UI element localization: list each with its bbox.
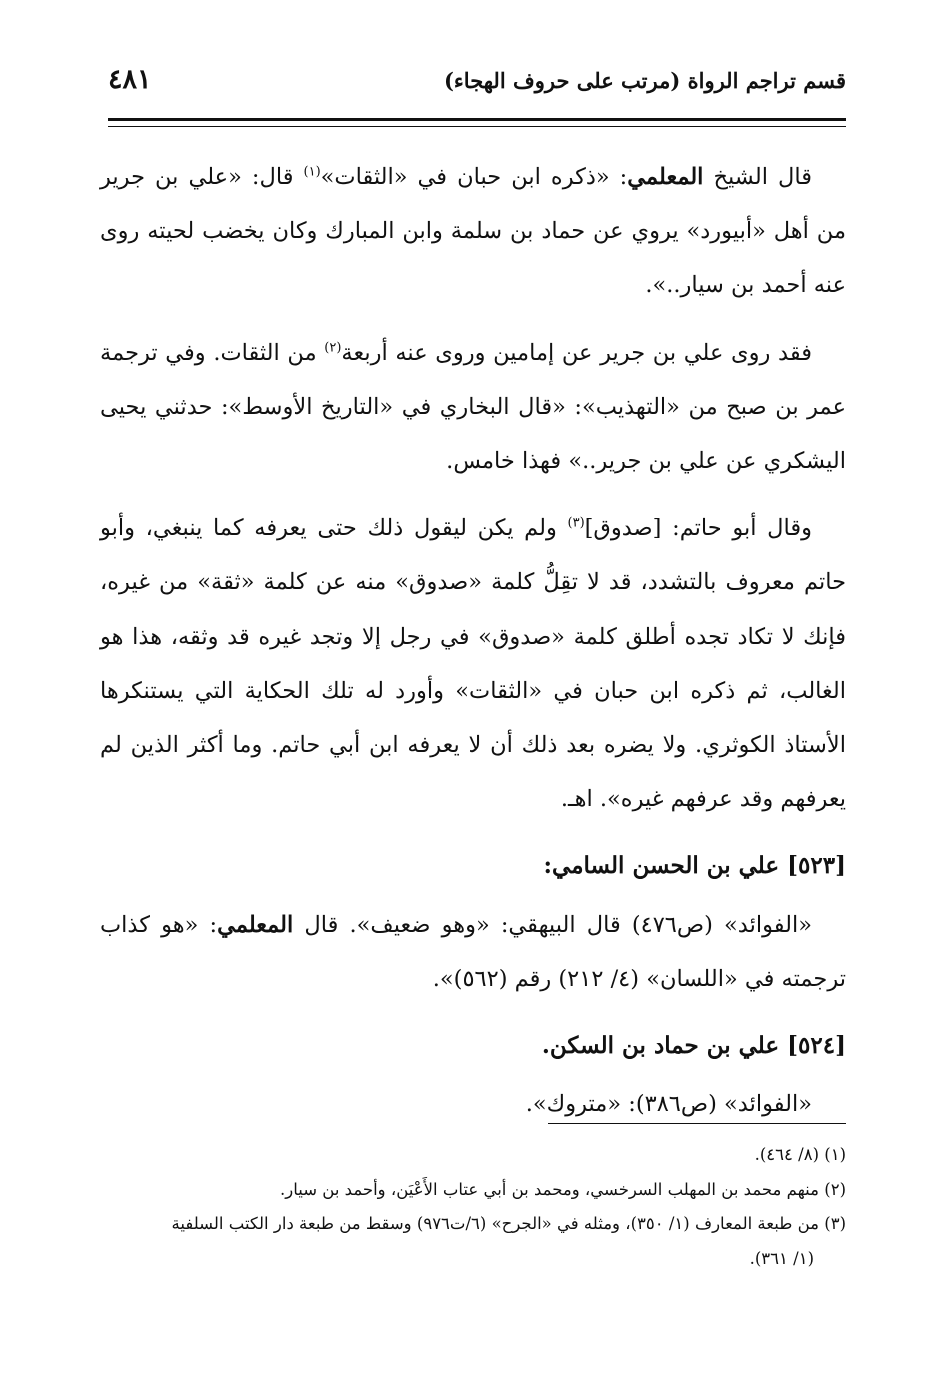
footnote-3: (٣) من طبعة المعارف (١/ ٣٥٠)، ومثله في «الجرح» (٦/ت٩٧٦) وسقط من طبعة دار الكتب السلفية	[171, 1214, 846, 1233]
running-title: قسم تراجم الرواة (مرتب على حروف الهجاء)	[443, 68, 846, 93]
paragraph-2: فقد روى علي بن جرير عن إمامين وروى عنه أربعة$^{(٢)}$ من الثقات. وفي ترجمة عمر بن صبح من «التهذيب»: «قال البخاري في «التاريخ الأوسط»: حدثني يحيى اليشكري عن علي بن جرير..» فهذا خامس.	[100, 339, 846, 475]
page-header	[108, 62, 846, 102]
main-text	[100, 150, 846, 1131]
footnotes	[100, 1138, 846, 1276]
paragraph-4: «الفوائد» (ص٤٧٦) قال البيهقي: «وهو ضعيف». قال المعلمي: «هو كذاب ترجمته في «اللسان» (٤/ ٢١٢) رقم (٥٦٢)».	[100, 911, 846, 992]
header-rule-thin	[108, 126, 846, 127]
footnote-ref-3: (٣)	[567, 515, 585, 531]
author-name: المعلمي	[217, 911, 294, 938]
page-number: ٤٨١	[108, 64, 152, 95]
footnote-2: (٢) منهم محمد بن المهلب السرخسي، ومحمد بن أبي عتاب الأَعْيَن، وأحمد بن سيار.	[279, 1179, 846, 1199]
footnote-ref-2: (٢)	[324, 340, 342, 356]
footnote-1: (١) (٨/ ٤٦٤).	[754, 1145, 846, 1164]
paragraph-3: وقال أبو حاتم: [صدوق]$^{(٣)}$ ولم يكن ليقول ذلك حتى يعرفه كما ينبغي، وأبو حاتم معروف بالتشدد، قد لا تقِلُّ كلمة «صدوق» منه عن كلمة «ثقة» من غيره، فإنك لا تكاد تجده أطلق كلمة «صدوق» في رجل إلا وتجد غيره قد وثقه، هذا هو الغالب، ثم ذكره ابن حبان في «الثقات» وأورد له تلك الحكاية التي يستنكرها الأستاذ الكوثري. ولا يضره بعد ذلك أن لا يعرفه ابن أبي حاتم. وما أكثر الذين لم يعرفهم وقد عرفهم غيره». اهـ.	[100, 515, 846, 813]
footnote-ref-1: (١)	[303, 164, 321, 180]
entry-heading-523: [٥٢٣] علي بن الحسن السامي:	[543, 852, 846, 880]
paragraph-1: قال الشيخ المعلمي: «ذكره ابن حبان في «الثقات»$^{(١)}$ قال: «علي بن جرير من أهل «أبيورد» يروي عن حماد بن سلمة وابن المبارك وكان يخضب لحيته روى عنه أحمد بن سيار..».	[100, 164, 846, 299]
paragraph-5: «الفوائد» (ص٣٨٦): «متروك».	[525, 1091, 812, 1118]
author-name: المعلمي	[627, 164, 704, 190]
footnote-separator	[548, 1123, 846, 1124]
footnote-3-continuation: (١/ ٣٦١).	[749, 1248, 814, 1268]
header-rule-thick	[108, 118, 846, 121]
entry-heading-524: [٥٢٤] علي بن حماد بن السكن.	[541, 1032, 846, 1060]
